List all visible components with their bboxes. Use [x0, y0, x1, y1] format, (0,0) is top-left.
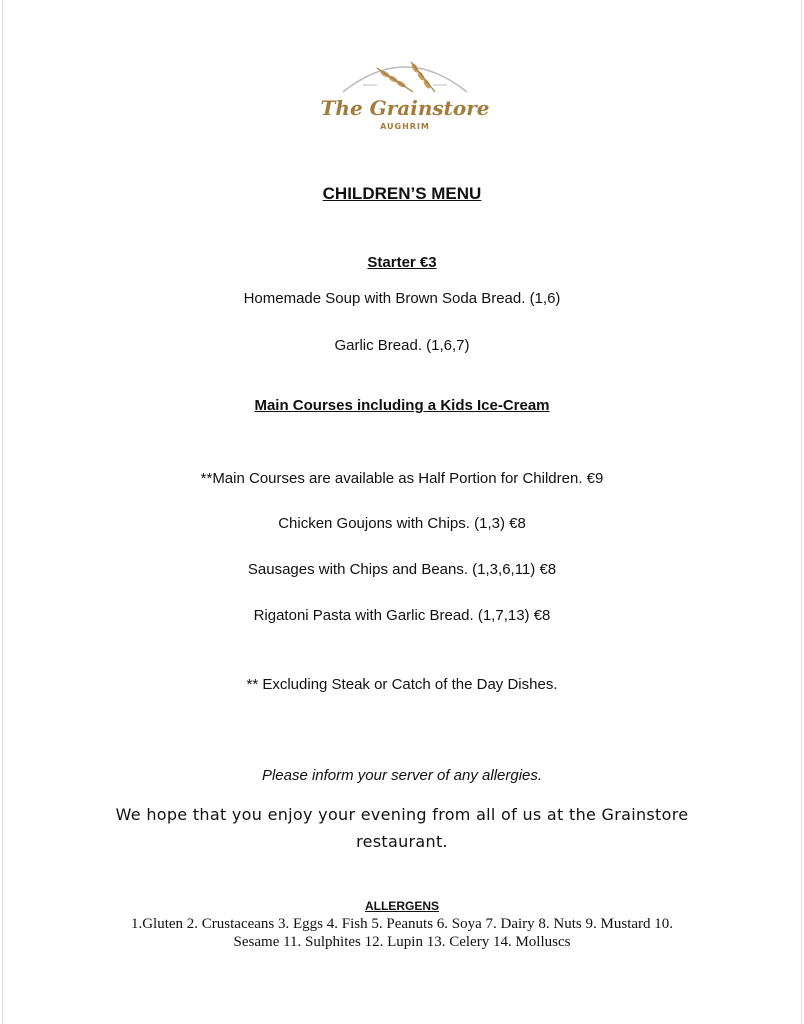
menu-item: Rigatoni Pasta with Garlic Bread. (1,7,13) €8 [253, 607, 551, 624]
allergens-line-2: Sesame 11. Sulphites 12. Lupin 13. Celery 14. Molluscs [233, 934, 571, 950]
exclusion-note: ** Excluding Steak or Catch of the Day Dishes. [246, 676, 558, 693]
mains-heading: Main Courses including a Kids Ice-Cream [254, 397, 550, 414]
closing-line-1: We hope that you enjoy your evening from all of us at the Grainstore [115, 805, 689, 824]
page [2, 0, 802, 1024]
wheat-icon [305, 52, 505, 102]
menu-item: Sausages with Chips and Beans. (1,3,6,11) €8 [247, 561, 557, 578]
closing-line-2: restaurant. [356, 832, 448, 851]
menu-item: Homemade Soup with Brown Soda Bread. (1,6) [243, 290, 561, 307]
allergens-line-1: 1.Gluten 2. Crustaceans 3. Eggs 4. Fish 5. Peanuts 6. Soya 7. Dairy 8. Nuts 9. Mustard 10. [130, 916, 674, 932]
menu-item: Chicken Goujons with Chips. (1,3) €8 [278, 515, 526, 532]
logo [305, 52, 505, 142]
page-title: CHILDREN’S MENU [322, 184, 482, 203]
starter-heading: Starter €3 [367, 254, 437, 271]
allergy-notice: Please inform your server of any allergies. [261, 767, 543, 784]
half-portion-note: **Main Courses are available as Half Portion for Children. €9 [200, 470, 604, 487]
brand-location: AUGHRIM [380, 122, 430, 131]
menu-item: Garlic Bread. (1,6,7) [334, 337, 470, 354]
brand-name: The Grainstore [320, 96, 490, 120]
allergens-heading: ALLERGENS [364, 899, 439, 913]
